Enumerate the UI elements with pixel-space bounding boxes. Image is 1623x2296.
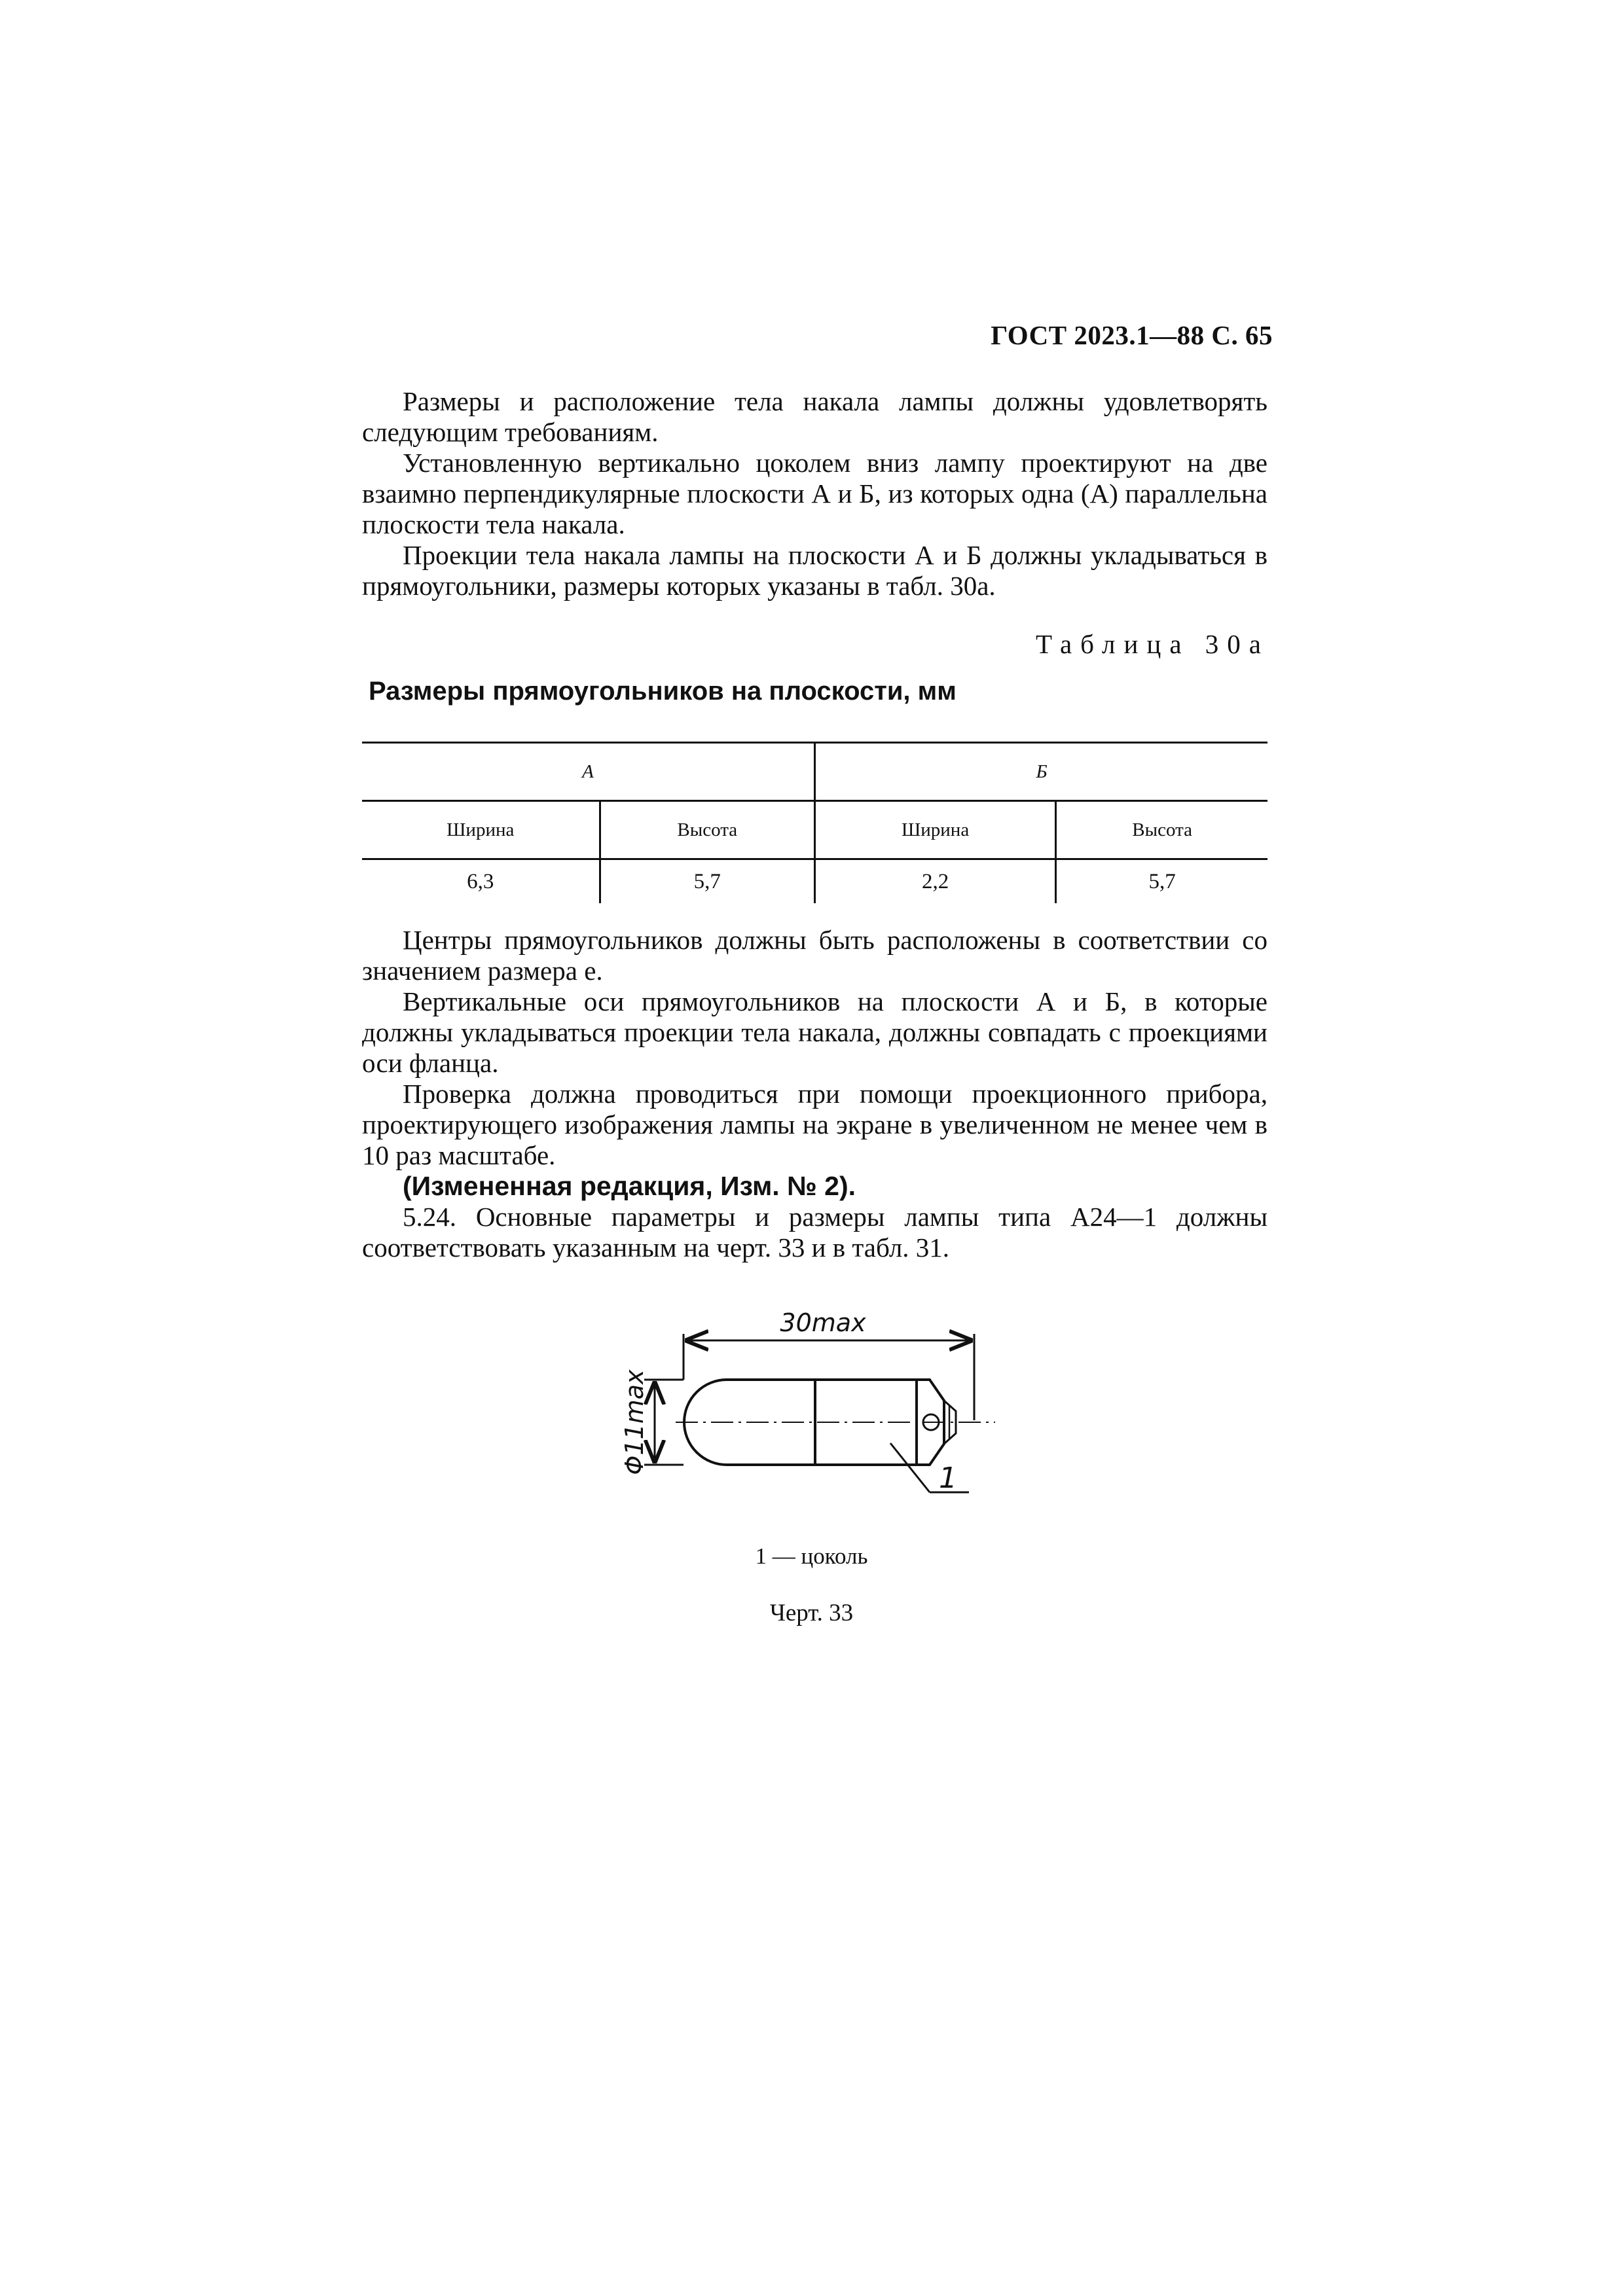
intro-text [362,386,1267,601]
lamp-body [676,1380,995,1465]
table-group-header-row [362,743,1267,801]
body-text [362,925,1267,1263]
paragraph: Проверка должна проводиться при помощи проекционного прибора, проектирующего изображения лампы на экране в увеличенном не менее чем в 10 раз масштабе. [362,1079,1267,1170]
table-column-header: Ширина [814,801,1055,859]
amendment-note: (Измененная редакция, Изм. № 2). [403,1171,856,1201]
paragraph: Вертикальные оси прямоугольников на плоскости А и Б, в которые должны укладываться проекции тела накала, должны совпадать с проекциями оси фланца. [362,986,1267,1078]
table-cell: 5,7 [600,859,814,904]
table-cell: 6,3 [362,859,600,904]
lamp-drawing [615,1296,1021,1532]
diameter-dim-label: Φ11max [620,1369,649,1475]
table-group-header: Б [814,743,1267,801]
table-cell: 5,7 [1148,869,1176,893]
paragraph: 5.24. Основные параметры и размеры лампы типа А24—1 должны соответствовать указанным на черт. 33 и в табл. 31. [362,1202,1267,1263]
paragraph: Установленную вертикально цоколем вниз лампу проектируют на две взаимно перпендикулярные плоскости А и Б, из которых одна (А) параллельна плоскости тела накала. [362,448,1267,539]
length-dimension [684,1308,974,1420]
base-callout [890,1443,969,1495]
table-row [362,859,1267,904]
table-column-header: Высота [1056,801,1267,859]
diameter-dimension [620,1369,684,1475]
figure-legend: 1 — цоколь [755,1543,868,1569]
callout-number: 1 [939,1462,957,1495]
paragraph: Размеры и расположение тела накала лампы должны удовлетворять следующим требованиям. [362,386,1267,447]
table-cell: 2,2 [814,859,1055,904]
table-group-header: А [362,743,814,801]
length-dim-label: 30max [780,1308,866,1337]
figure-caption: Черт. 33 [769,1600,854,1626]
lamp-drawing-svg [615,1296,1021,1532]
dimensions-table [362,742,1267,903]
table-column-header: Высота [600,801,814,859]
table-title: Размеры прямоугольников на плоскости, мм [369,677,957,706]
table-label: Таблица 30а [1035,629,1269,659]
paragraph: Проекции тела накала лампы на плоскости А и Б должны укладываться в прямоугольники, размеры которых указаны в табл. 30а. [362,540,1267,601]
table-column-header-row [362,801,1267,859]
page-header: ГОСТ 2023.1—88 С. 65 [991,320,1273,350]
paragraph: Центры прямоугольников должны быть расположены в соответствии со значением размера е. [362,925,1267,986]
table-column-header: Ширина [362,801,600,859]
